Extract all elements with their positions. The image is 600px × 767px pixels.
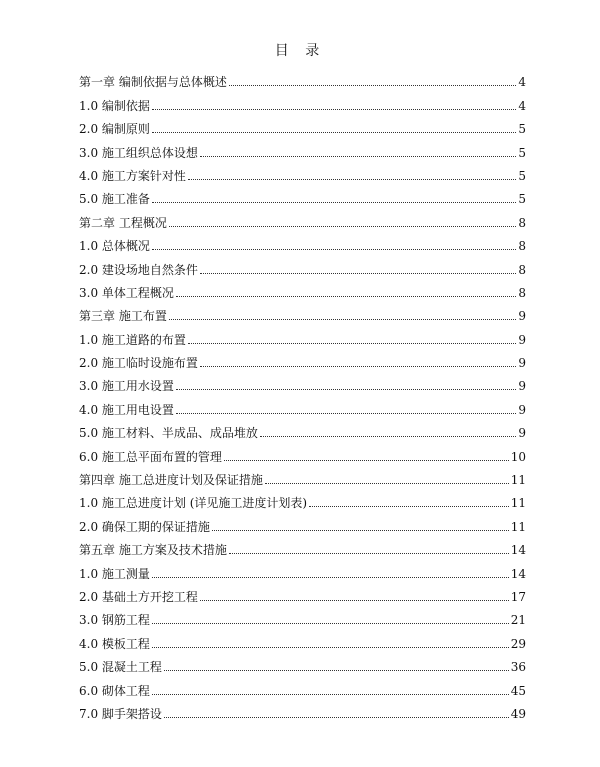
dot-leader [152,623,509,624]
toc-entry-label: 1.0 编制依据 [79,98,150,113]
dot-leader [212,530,509,531]
toc-entry[interactable] [79,347,526,370]
toc-entry-label: 5.0 施工材料、半成品、成品堆放 [79,426,258,441]
toc-entry-label: 3.0 钢筋工程 [79,613,150,628]
toc-entry-label: 7.0 脚手架搭设 [79,706,162,721]
dot-leader [152,694,509,695]
toc-entry[interactable] [79,253,526,276]
toc-entry[interactable] [79,674,526,697]
toc-entry-page-number: 14 [510,543,526,558]
dot-leader [224,460,509,461]
toc-entry-label: 5.0 施工准备 [79,192,150,207]
toc-entry-page-number: 10 [510,449,526,464]
toc-entry-label: 4.0 施工用电设置 [79,402,174,417]
toc-entry[interactable] [79,323,526,346]
toc-entry-page-number: 8 [518,285,526,300]
toc-entry-label: 1.0 施工道路的布置 [79,332,186,347]
toc-entry-label: 第五章 施工方案及技术措施 [79,543,227,558]
toc-entry-page-number: 9 [518,309,526,324]
toc-entry-label: 3.0 单体工程概况 [79,285,174,300]
toc-entry-label: 第二章 工程概况 [79,215,167,230]
toc-entry-label: 6.0 施工总平面布置的管理 [79,449,222,464]
toc-entry[interactable] [79,557,526,580]
toc-entry[interactable] [79,510,526,533]
toc-entry[interactable] [79,417,526,440]
dot-leader [176,296,516,297]
toc-entry-label: 2.0 编制原则 [79,122,150,137]
toc-entry[interactable] [79,651,526,674]
toc-entry-label: 3.0 施工用水设置 [79,379,174,394]
dot-leader [164,670,509,671]
dot-leader [229,85,517,86]
dot-leader [188,343,516,344]
dot-leader [176,389,516,390]
toc-entry-page-number: 36 [510,660,526,675]
dot-leader [309,506,509,507]
toc-entry-page-number: 49 [510,706,526,721]
table-of-contents [79,66,526,721]
dot-leader [164,717,509,718]
dot-leader [265,483,509,484]
toc-entry[interactable] [79,89,526,112]
toc-entry-label: 2.0 确保工期的保证措施 [79,519,210,534]
toc-entry-page-number: 29 [510,636,526,651]
toc-entry-page-number: 5 [518,192,526,207]
toc-entry-page-number: 8 [518,262,526,277]
dot-leader [200,156,516,157]
toc-entry-page-number: 9 [518,402,526,417]
dot-leader [152,132,516,133]
dot-leader [200,366,516,367]
dot-leader [152,202,516,203]
toc-entry[interactable] [79,487,526,510]
toc-entry-page-number: 9 [518,356,526,371]
toc-entry[interactable] [79,698,526,721]
toc-entry[interactable] [79,370,526,393]
toc-entry[interactable] [79,627,526,650]
toc-entry-page-number: 11 [510,473,526,488]
toc-entry-page-number: 17 [510,589,526,604]
toc-entry-page-number: 14 [510,566,526,581]
toc-entry-label: 2.0 建设场地自然条件 [79,262,198,277]
toc-entry[interactable] [79,440,526,463]
toc-entry-label: 第四章 施工总进度计划及保证措施 [79,473,263,488]
toc-entry-page-number: 21 [510,613,526,628]
toc-entry-label: 4.0 模板工程 [79,636,150,651]
dot-leader [152,109,516,110]
toc-entry-label: 1.0 施工总进度计划 (详见施工进度计划表) [79,496,308,511]
toc-entry-page-number: 9 [518,426,526,441]
toc-entry-label: 3.0 施工组织总体设想 [79,145,198,160]
toc-entry[interactable] [79,183,526,206]
toc-entry-label: 4.0 施工方案针对性 [79,168,186,183]
toc-entry-page-number: 5 [518,122,526,137]
toc-entry[interactable] [79,393,526,416]
toc-entry[interactable] [79,206,526,229]
toc-entry[interactable] [79,230,526,253]
toc-entry-label: 第三章 施工布置 [79,309,167,324]
toc-entry-page-number: 8 [518,215,526,230]
toc-entry[interactable] [79,113,526,136]
dot-leader [176,413,516,414]
toc-entry[interactable] [79,136,526,159]
toc-entry-label: 1.0 施工测量 [79,566,150,581]
toc-entry-page-number: 45 [510,683,526,698]
dot-leader [200,600,509,601]
dot-leader [188,179,516,180]
toc-entry[interactable] [79,581,526,604]
toc-entry-label: 6.0 砌体工程 [79,683,150,698]
toc-entry[interactable] [79,464,526,487]
toc-entry-page-number: 11 [510,519,526,534]
toc-entry-label: 2.0 施工临时设施布置 [79,356,198,371]
toc-entry-page-number: 9 [518,379,526,394]
dot-leader [152,647,509,648]
toc-entry[interactable] [79,604,526,627]
toc-entry[interactable] [79,160,526,183]
dot-leader [169,226,517,227]
dot-leader [169,319,517,320]
dot-leader [229,553,509,554]
toc-entry-label: 5.0 混凝土工程 [79,660,162,675]
toc-entry-page-number: 4 [518,98,526,113]
dot-leader [152,249,516,250]
dot-leader [152,577,509,578]
toc-entry-page-number: 9 [518,332,526,347]
toc-entry-page-number: 5 [518,145,526,160]
toc-entry[interactable] [79,66,526,89]
toc-entry[interactable] [79,277,526,300]
toc-entry-label: 1.0 总体概况 [79,239,150,254]
dot-leader [200,273,516,274]
toc-entry-page-number: 11 [510,496,526,511]
toc-entry-label: 第一章 编制依据与总体概述 [79,75,227,90]
toc-title: 目 录 [274,43,326,59]
toc-entry-page-number: 5 [518,168,526,183]
toc-entry-page-number: 4 [518,75,526,90]
toc-entry-page-number: 8 [518,239,526,254]
dot-leader [260,436,516,437]
toc-entry-label: 2.0 基础土方开挖工程 [79,589,198,604]
toc-entry[interactable] [79,300,526,323]
toc-entry[interactable] [79,534,526,557]
